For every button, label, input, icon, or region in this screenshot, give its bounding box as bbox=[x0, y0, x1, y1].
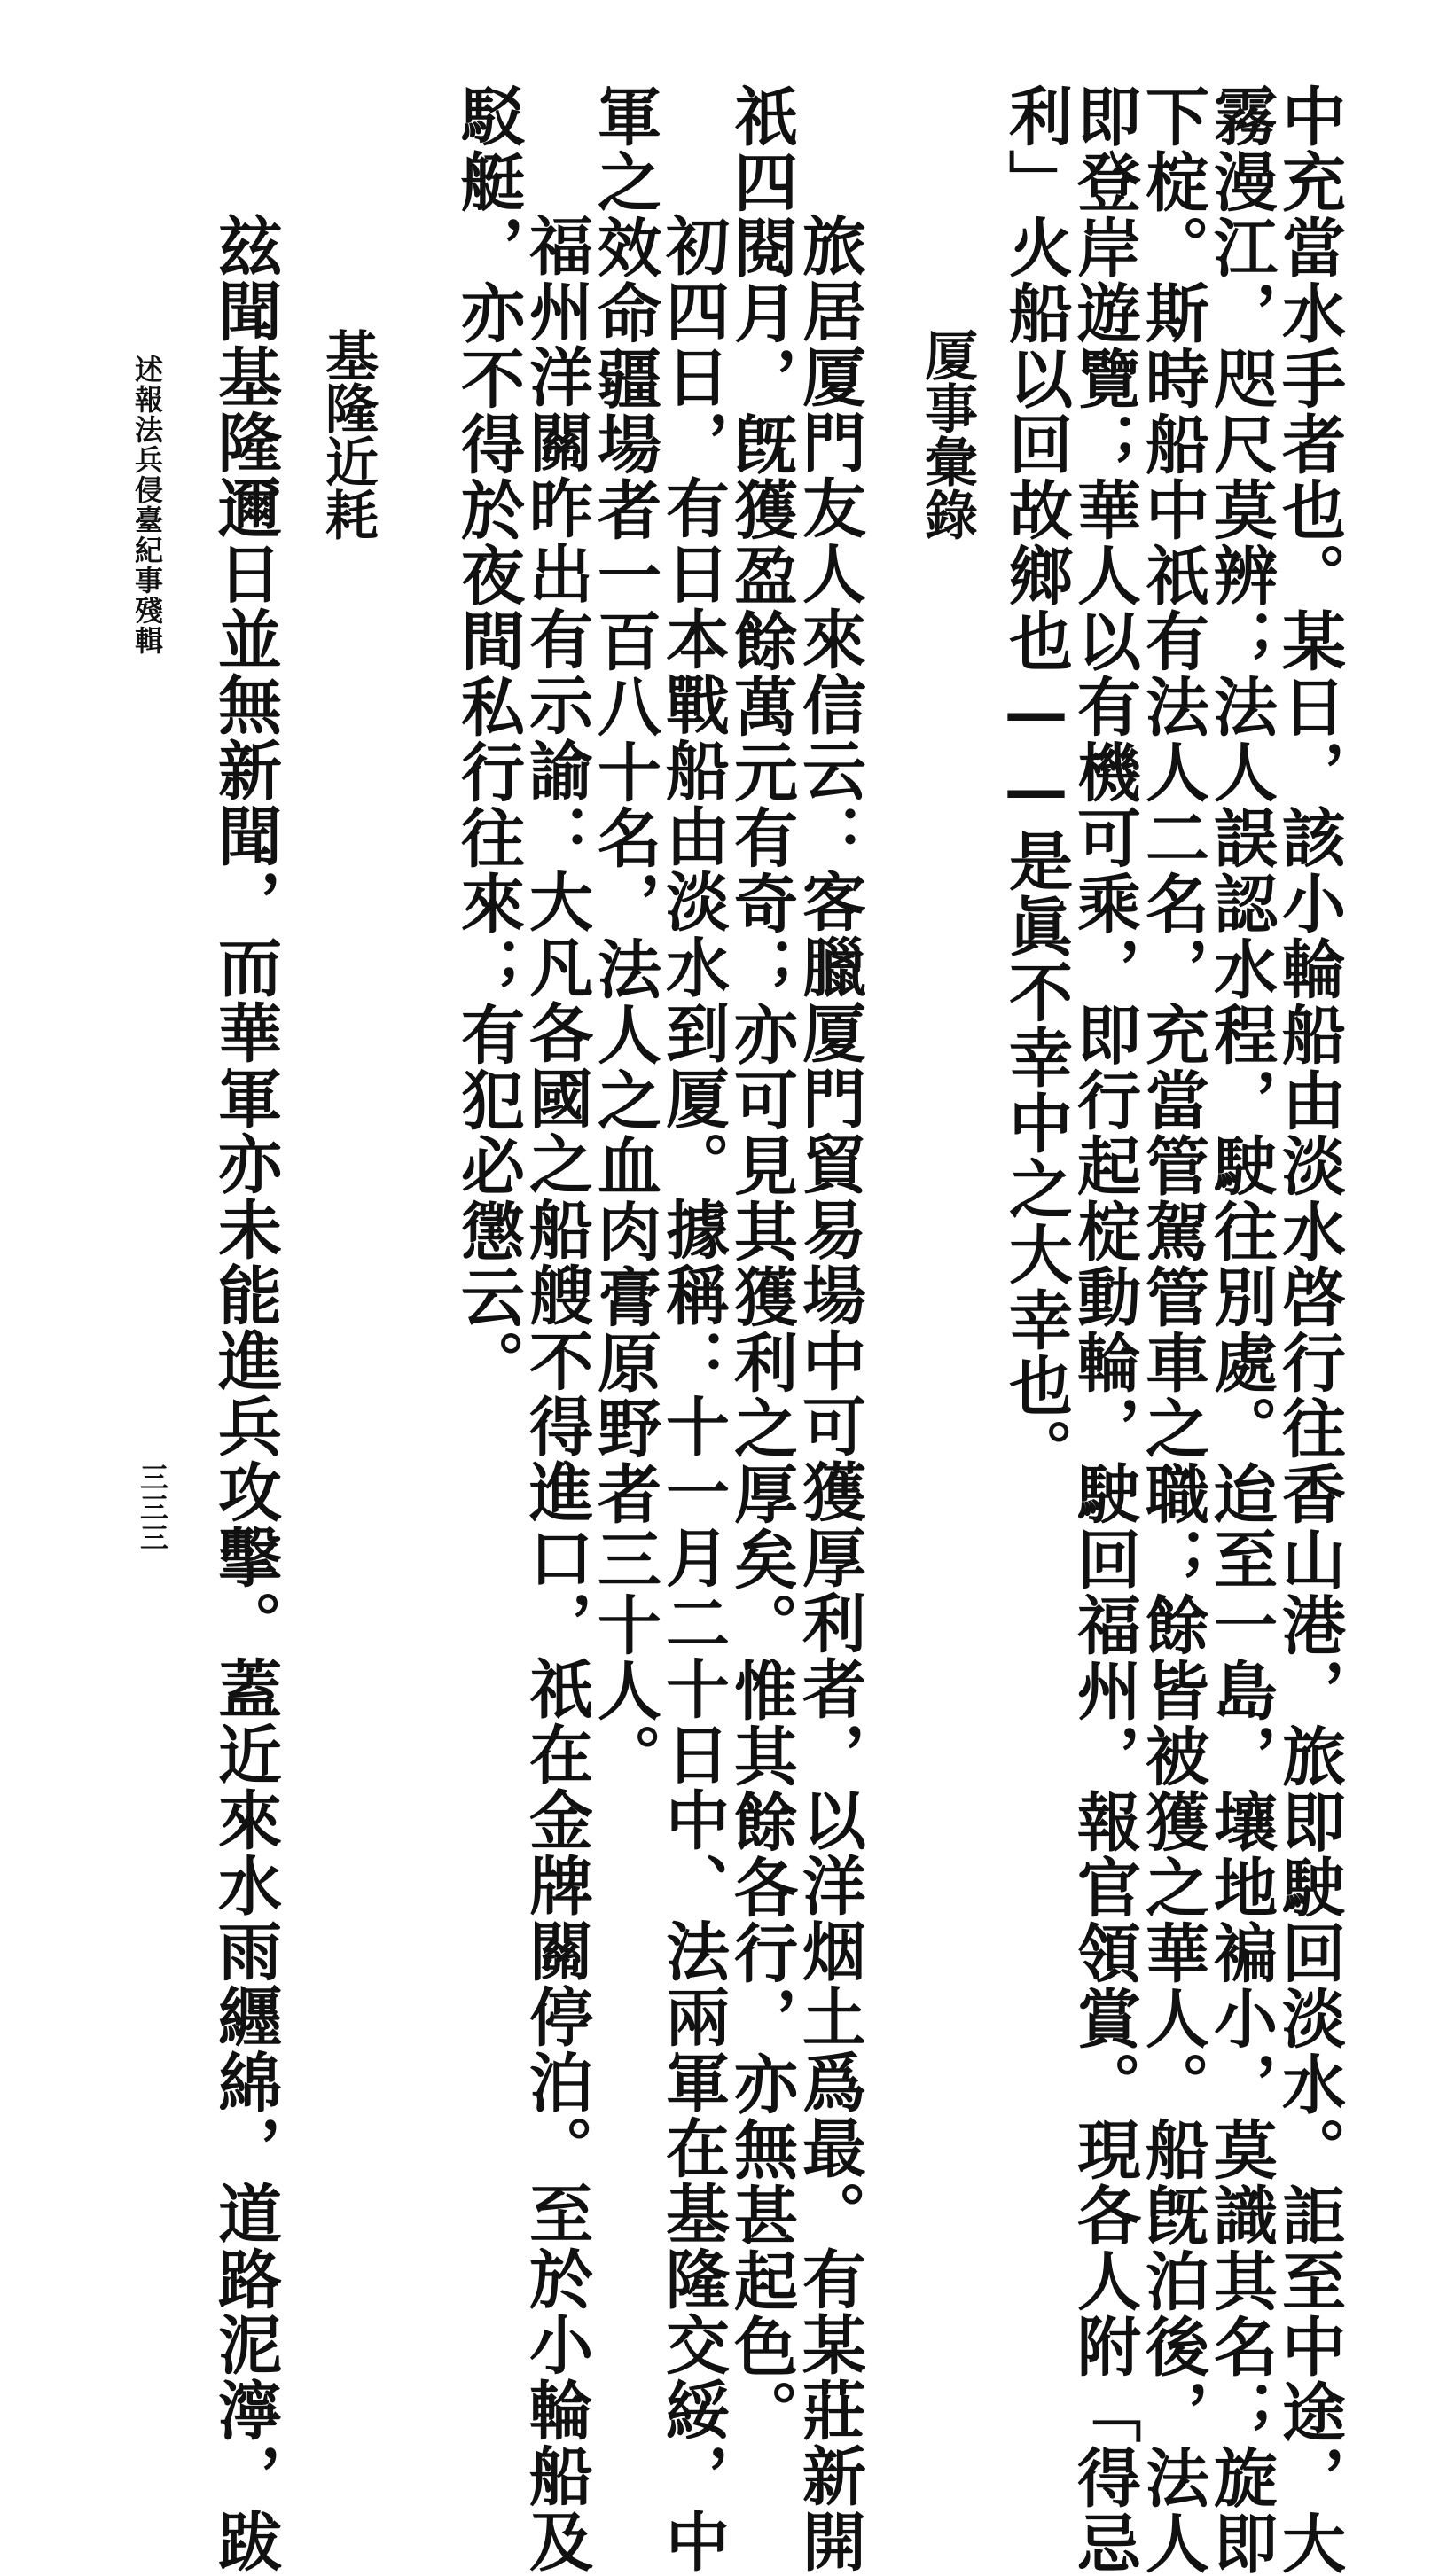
text-column-3: 下椗。斯時船中祇有法人二名，充當管駕管車之職；餘皆被獲之華人。船旣泊後，法人 bbox=[1135, 83, 1210, 2576]
text-column-6: 旅居厦門友人來信云：客臘厦門貿易場中可獲厚利者，以洋烟土爲最。有某莊新開 bbox=[792, 213, 867, 2574]
page-number: 三三三 bbox=[136, 1463, 169, 1553]
text-column-8: 初四日，有日本戰船由淡水到厦。據稱：十一月二十日中、法兩軍在基隆交綏，中 bbox=[655, 213, 731, 2574]
section-title-keelung: 基隆近耗 bbox=[317, 328, 379, 541]
text-column-12: 玆聞基隆邇日並無新聞，而華軍亦未能進兵攻擊。蓋近來水雨纒綿，道路泥濘，跋 bbox=[207, 213, 283, 2574]
text-column-2: 霧漫江，咫尺莫辨；法人誤認水程，駛往別處。迨至一島，壤地褊小，莫識其名；旋即 bbox=[1203, 83, 1279, 2576]
text-column-5: 利」火船以回故鄉也——是眞不幸中之大幸也。 bbox=[998, 83, 1074, 1484]
book-title-footer: 述報法兵侵臺紀事殘輯 bbox=[130, 355, 164, 656]
text-column-9: 軍之效命疆場者一百八十名，法人之血肉膏原野者三十人。 bbox=[587, 83, 662, 1789]
section-title-xiamen: 厦事彙錄 bbox=[916, 328, 978, 541]
text-column-1: 中充當水手者也。某日，該小輪船由淡水啓行往香山港，旅即駛回淡水。詎至中途，大 bbox=[1271, 83, 1347, 2576]
text-column-10: 福州洋關昨出有示諭：大凡各國之船艘不得進口，祇在金牌關停泊。至於小輪船及 bbox=[519, 213, 594, 2574]
text-column-4: 即登岸遊覽；華人以有機可乘，即行起椗動輪，駛回福州，報官領賞。現各人附「得忌 bbox=[1067, 83, 1142, 2576]
text-column-11: 駁艇，亦不得於夜間私行往來；有犯必懲云。 bbox=[450, 83, 526, 1395]
text-column-7: 祇四閱月，旣獲盈餘萬元有奇；亦可見其獲利之厚矣。惟其餘各行，亦無甚起色。 bbox=[724, 83, 799, 2445]
